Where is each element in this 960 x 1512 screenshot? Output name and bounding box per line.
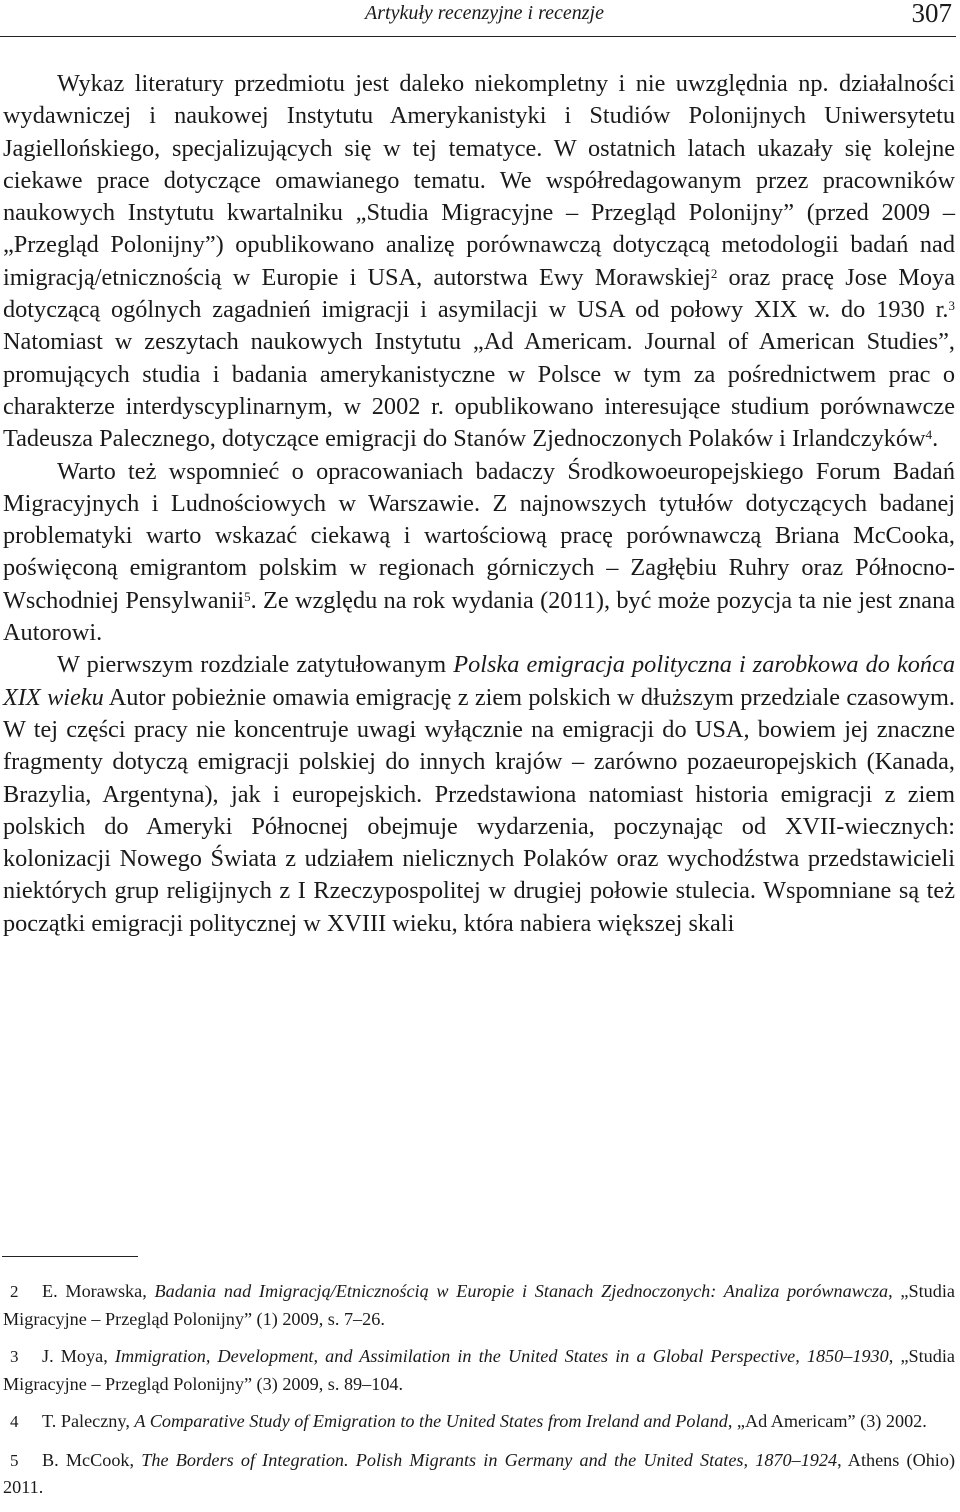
text-run: J. Moya, [42, 1346, 115, 1366]
footnote-reference: 5 [244, 588, 251, 604]
text-run: , „Ad Americam” (3) 2002. [727, 1411, 927, 1431]
text-run: B. McCook, [42, 1449, 142, 1470]
footnote-number: 3 [10, 1347, 19, 1366]
text-run: T. Paleczny, [42, 1411, 135, 1431]
footnote [3, 1408, 955, 1436]
footnote-reference: 2 [710, 265, 718, 281]
footnotes [3, 1278, 955, 1512]
running-header [0, 0, 956, 37]
footnote-number: 2 [10, 1282, 19, 1301]
text-run: Warto też wspomnieć o opracowaniach badaczy Środkowoeuropejskiego Forum Badań Migracyjnych i Ludnościowych w Warszawie. Z najnowszych tytułów dotyczących badanej problematyki warto wskazać ciekawą i wartościową pracę porównawczą Briana McCooka, poświęconą emigrantom polskim w regionach górniczych – Zagłębiu Ruhry oraz Północno-Wschodniej Pensylwanii [3, 457, 955, 614]
footnote-reference: 4 [925, 427, 933, 443]
text-run: , „Studia Migracyjne – Przegląd Polonijny” (1) 2009, s. 7–26. [3, 1281, 955, 1329]
footnote [3, 1447, 955, 1501]
text-run: oraz pracę Jose Moya dotyczącą ogólnych zagadnień imigracji i asymilacji w USA od połowy XIX w. do 1930 r. [3, 263, 955, 324]
footnote [3, 1343, 955, 1397]
footnote-reference: 3 [948, 297, 955, 313]
text-run: , „Studia Migracyjne – Przegląd Polonijny” (3) 2009, s. 89–104. [3, 1346, 955, 1394]
italic-text: The Borders of Integration. Polish Migrants in Germany and the United States, 1870–1924 [141, 1449, 838, 1470]
footnote [3, 1278, 955, 1332]
paragraph [3, 68, 955, 456]
paragraph [3, 649, 955, 940]
text-run: . Ze względu na rok wydania (2011), być może pozycja ta nie jest znana Autorowi. [3, 586, 956, 647]
text-run: Natomiast w zeszytach naukowych Instytutu „Ad Americam. Journal of American Studies”, promujących studia i badania amerykanistyczne w Polsce w tym za pośrednictwem prac o charakterze interdyscyplinarnym, w 2002 r. opublikowano interesujące studium porównawcze Tadeusza Palecznego, dotyczące emigracji do Stanów Zjednoczonych Polaków i Irlandczyków [3, 328, 955, 453]
text-run: . [932, 425, 939, 453]
text-run: W pierwszym rozdziale zatytułowanym [57, 651, 454, 679]
footnote-divider [2, 1256, 138, 1257]
footnote-number: 5 [10, 1450, 19, 1470]
text-run: Wykaz literatury przedmiotu jest daleko niekompletny i nie uwzględnia np. działalności wydawniczej i naukowej Instytutu Amerykanistyki i Studiów Polonijnych Uniwersytetu Jagiellońskiego, specjalizujących się w tej tematyce. W ostatnich latach ukazały się kolejne ciekawe prace dotyczące omawianego tematu. We współredagowanym przez pracowników naukowych Instytutu kwartalniku „Studia Migracyjne – Przegląd Polonijny” (przed 2009 – „Przegląd Polonijny”) opublikowano analizę porównawczą dotyczącą metodologii badań nad imigracją/etnicznością w Europie i USA, autorstwa Ewy Morawskiej [3, 70, 955, 291]
text-run: , Athens (Ohio) 2011. [3, 1449, 956, 1497]
italic-text: Immigration, Development, and Assimilation in the United States in a Global Perspective, 1850–1930 [114, 1346, 889, 1366]
text-run: E. Morawska, [42, 1281, 155, 1301]
paragraph [3, 456, 955, 650]
body-text [3, 68, 955, 940]
footnote-number: 4 [10, 1412, 19, 1431]
running-title: Artykuły recenzyjne i recenzje [365, 2, 604, 24]
italic-text: Badania nad Imigracją/Etnicznością w Europie i Stanach Zjednoczonych: Analiza porównawcza [154, 1281, 889, 1301]
text-run: Autor pobieżnie omawia emigrację z ziem polskich w dłuższym przedziale czasowym. W tej części pracy nie koncentruje uwagi wyłącznie na emigracji do USA, bowiem jej znaczne fragmenty dotyczą emigracji polskiej do innych krajów – zarówno pozaeuropejskich (Kanada, Brazylia, Argentyna), jak i europejskich. Przedstawiona natomiast historia emigracji z ziem polskich do Ameryki Północnej obejmuje wydarzenia, poczynając od XVII-wiecznych: kolonizacji Nowego Świata z udziałem nielicznych Polaków oraz wychodźstwa przedstawicieli niektórych grup religijnych z I Rzeczypospolitej w drugiej połowie stulecia. Wspomniane są też początki emigracji politycznej w XVIII wieku, która nabiera większej skali [3, 683, 955, 937]
italic-text: A Comparative Study of Emigration to the United States from Ireland and Poland [134, 1411, 728, 1431]
italic-text: Polska emigracja polityczna i zarobkowa do końca XIX wieku [3, 651, 956, 711]
page-number: 307 [911, 0, 952, 28]
